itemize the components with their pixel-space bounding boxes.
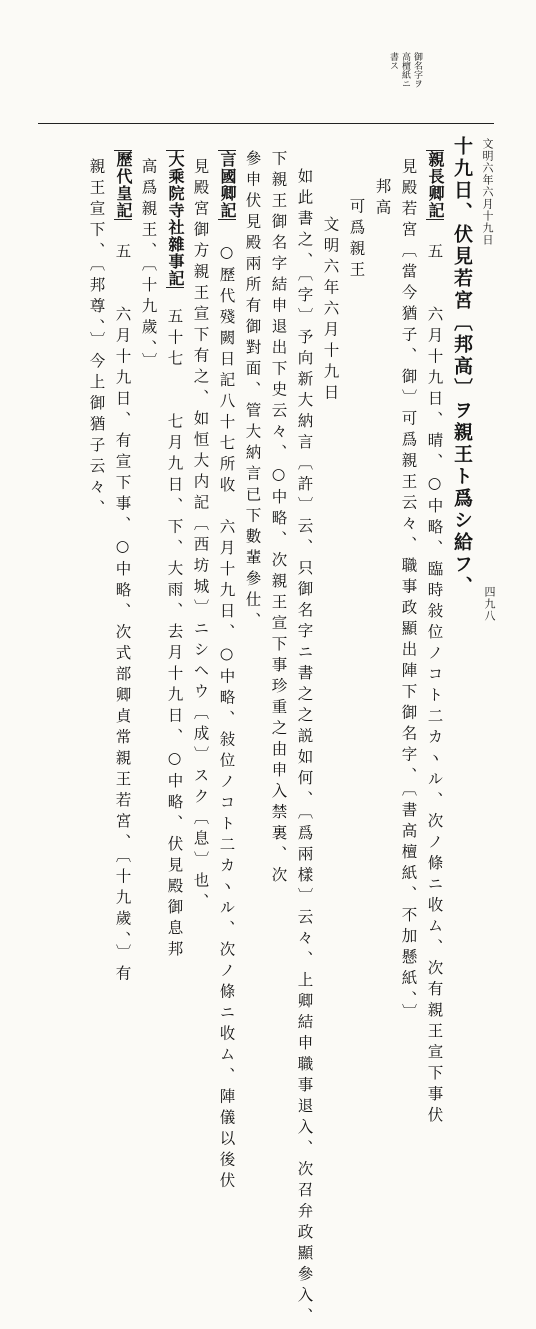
text-column: 如此書之、〔字〕予向新大納言〔許〕云、只御名字ニ書之之説如何、〔爲兩樣〕云々、上卿結申職事退入、次召弁政顯參入、 bbox=[295, 168, 314, 1329]
text-column: 五 六月十九日、有宣下事、○中略、次式部卿貞常親王若宮、〔十九歲、〕有 bbox=[113, 243, 132, 986]
text-column: ○歷代殘闕日記八十七所收 六月十九日、○中略、敍位ノコト二カヽル、次ノ條ニ收ム、陣儀以後伏 bbox=[217, 243, 236, 1193]
source-title: 大乘院寺社雜事記 bbox=[166, 151, 185, 287]
text-column: 參申伏見殿兩所有御對面、管大納言已下數輩參仕、 bbox=[243, 150, 262, 633]
text-column: 見殿宮御方親王宣下有之、如恒大内記〔西坊城〕ニシヘウ〔成〕スク〔息〕也、 bbox=[191, 158, 210, 914]
header-rule bbox=[38, 123, 494, 124]
text-column: 可爲親王 bbox=[347, 198, 366, 282]
text-column: 高爲親王、〔十九歲、〕 bbox=[139, 158, 158, 374]
source-title: 親長卿記 bbox=[426, 151, 445, 219]
text-column: 五十七 七月九日、下、大雨、去月十九日、○中略、伏見殿御息邦 bbox=[165, 308, 184, 962]
text-column: 邦高 bbox=[373, 178, 392, 220]
text-column: 親王宣下、〔邦尊、〕今上御猶子云々、 bbox=[87, 158, 106, 521]
running-head-date: 文明六年六月十九日 bbox=[481, 138, 494, 246]
entry-heading: 十九日、伏見若宮〔邦高〕ヲ親王ト爲シ給フ、 bbox=[451, 136, 473, 598]
source-title: 歷代皇記 bbox=[114, 151, 133, 219]
text-column: 五 六月十九日、晴、○中略、臨時敍位ノコト二カヽル、次ノ條ニ收ム、次有親王宣下事伏 bbox=[425, 243, 444, 1128]
page-number: 四九八 bbox=[483, 586, 496, 622]
headnote-line: 高檀紙ニ bbox=[400, 52, 410, 88]
text-column: 見殿若宮〔當今猶子、御〕可爲親王云々、職事政顯出陣下御名字、〔書高檀紙、不加懸紙、〕 bbox=[399, 158, 418, 1025]
source-title: 言國卿記 bbox=[218, 151, 237, 219]
headnote-line: 御名字ヲ bbox=[412, 52, 422, 88]
headnote-line: 書ス bbox=[388, 52, 398, 70]
text-column: 文明六年六月十九日 bbox=[321, 216, 340, 405]
text-column: 下親王御名字結申退出下史云々、○中略、次親王宣下事珍重之由申入禁裏、次 bbox=[269, 150, 288, 888]
